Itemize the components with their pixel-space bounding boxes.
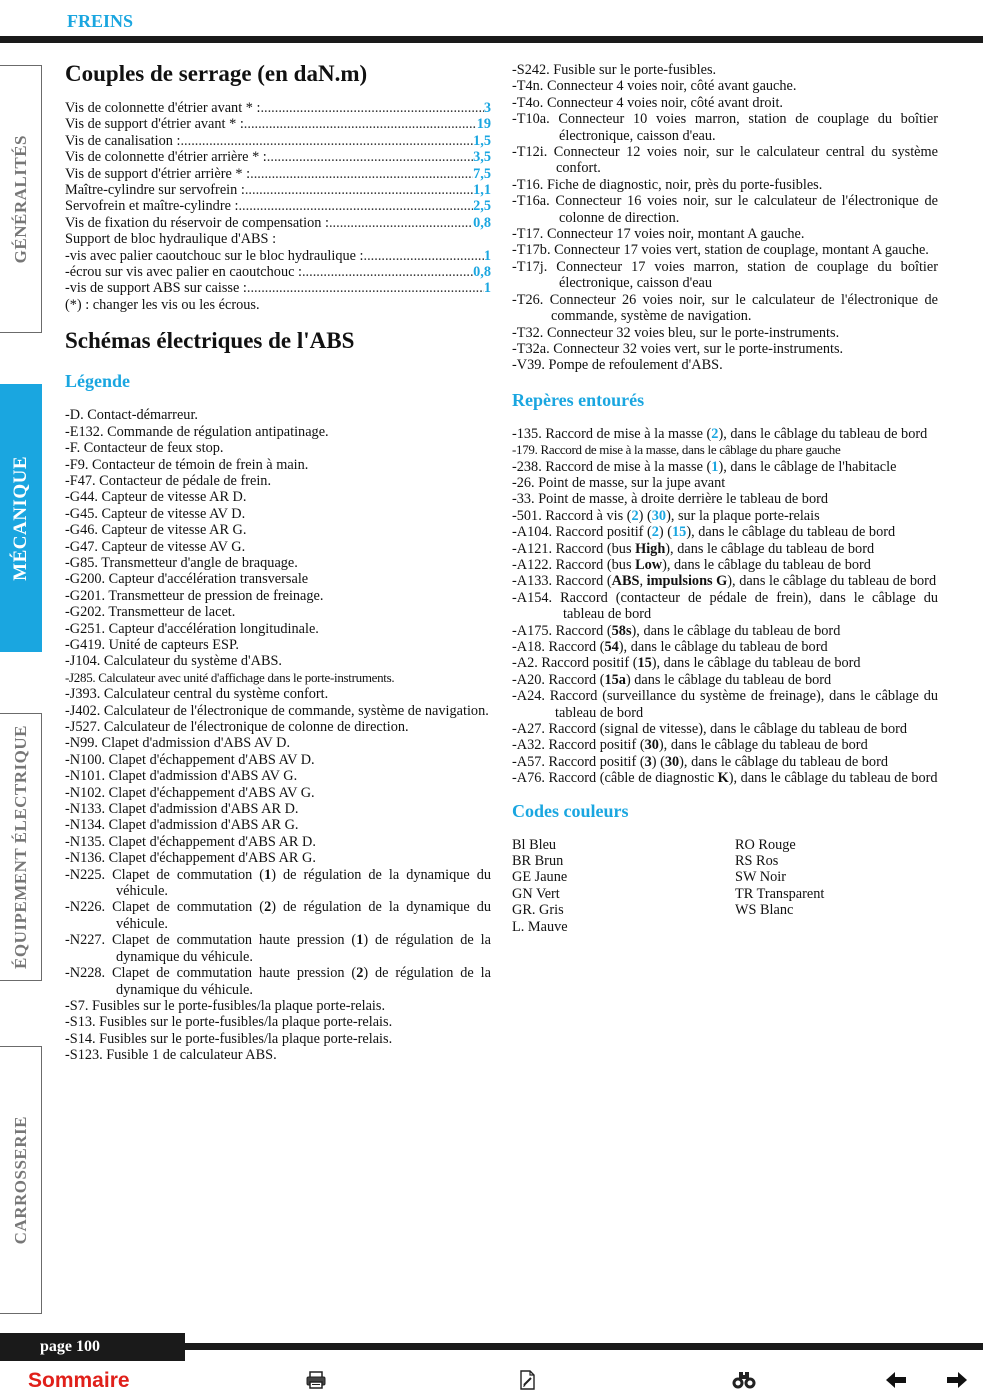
list-item: -A76. Raccord (câble de diagnostic K), dans le câblage du tableau de bord (512, 770, 938, 787)
torque-item: Vis de support d'étrier avant * : ..... 19 (65, 116, 491, 132)
torque-item: Vis de colonnette d'étrier arrière * : ..... 3,5 (65, 149, 491, 165)
list-item: GN Vert (512, 885, 560, 902)
list-item: Bl Bleu (512, 836, 557, 853)
list-item: L. Mauve (512, 918, 568, 935)
footer-toolbar (0, 1363, 983, 1399)
tab-generalites[interactable] (0, 65, 42, 333)
sommaire-link[interactable]: Sommaire (28, 1369, 130, 1392)
torque-title: Couples de serrage (en daN.m) (65, 61, 368, 86)
list-item: BR Brun (512, 853, 564, 870)
list-item: -G85. Transmetteur d'angle de braquage. (65, 554, 298, 571)
list-item: -G45. Capteur de vitesse AV D. (65, 505, 246, 522)
list-item: RO Rouge (735, 836, 796, 853)
right-column (512, 62, 938, 935)
section-header-title: FREINS (67, 11, 134, 31)
list-item: -F9. Contacteur de témoin de frein à main. (65, 456, 309, 473)
reperes-list (512, 426, 938, 787)
list-item: -T10a. Connecteur 10 voies marron, station de couplage du boîtier électronique, caisson d'eau. (512, 111, 938, 144)
torque-item: Vis de colonnette d'étrier avant * : ..... 3 (65, 100, 491, 116)
list-item: -J393. Calculateur central du système confort. (65, 686, 329, 703)
list-item: -T12i. Connecteur 12 voies noir, sur le calculateur central du système confort. (512, 144, 938, 177)
color-codes-left (512, 837, 735, 935)
list-item: -179. Raccord de mise à la masse, dans le câblage du phare gauche (512, 442, 841, 458)
top-rule (0, 36, 983, 43)
torque-item: Maître-cylindre sur servofrein : ..... 1,1 (65, 182, 491, 198)
abs-support-title: Support de bloc hydraulique d'ABS : (65, 231, 277, 248)
list-item: -A154. Raccord (contacteur de pédale de frein), dans le câblage du tableau de bord (512, 589, 938, 623)
list-item: -A57. Raccord positif (3) (30), dans le câblage du tableau de bord (512, 753, 888, 770)
torque-item: -vis de support ABS sur caisse : ..... 1 (65, 280, 491, 296)
list-item: -501. Raccord à vis (2) (30), sur la plaque porte-relais (512, 507, 820, 524)
list-item: -G200. Capteur d'accélération transversale (65, 571, 309, 588)
list-item: -N227. Clapet de commutation haute pression (1) de régulation de la dynamique du véhicule. (65, 932, 492, 965)
list-item: -A122. Raccord (bus Low), dans le câblage du tableau de bord (512, 556, 871, 573)
list-item: -A121. Raccord (bus High), dans le câblage du tableau de bord (512, 540, 875, 557)
list-item: WS Blanc (735, 902, 794, 919)
list-item: -F. Contacteur de feux stop. (65, 440, 224, 457)
list-item: -J402. Calculateur de l'électronique de commande, système de navigation. (65, 702, 489, 719)
list-item: -S7. Fusibles sur le porte-fusibles/la plaque porte-relais. (65, 997, 386, 1014)
list-item: -S123. Fusible 1 de calculateur ABS. (65, 1047, 277, 1064)
torque-note: (*) : changer les vis ou les écrous. (65, 296, 260, 313)
left-column (65, 58, 491, 1064)
tab-carrosserie[interactable] (0, 1046, 42, 1314)
list-item: -A104. Raccord positif (2) (15), dans le câblage du tableau de bord (512, 524, 896, 541)
list-item: -T17. Connecteur 17 voies noir, montant A gauche. (512, 226, 805, 243)
list-item: -J104. Calculateur du système d'ABS. (65, 653, 283, 670)
list-item: -G201. Transmetteur de pression de freinage. (65, 587, 324, 604)
list-item: -T17b. Connecteur 17 voies vert, station de couplage, montant A gauche. (512, 242, 929, 259)
list-item: -T16. Fiche de diagnostic, noir, près du porte-fusibles. (512, 176, 823, 193)
list-item: -E132. Commande de régulation antipatinage. (65, 423, 329, 440)
list-item: -S242. Fusible sur le porte-fusibles. (512, 62, 717, 78)
list-item: -A175. Raccord (58s), dans le câblage du tableau de bord (512, 622, 841, 639)
list-item: -D. Contact-démarreur. (65, 407, 198, 424)
torque-item: Servofrein et maître-cylindre : ..... 2,5 (65, 198, 491, 214)
list-item: -V39. Pompe de refoulement d'ABS. (512, 357, 723, 374)
legend-list-continued (512, 62, 938, 374)
torque-list (65, 100, 491, 313)
schemas-title: Schémas électriques de l'ABS (65, 328, 355, 354)
list-item: -N101. Clapet d'admission d'ABS AV G. (65, 768, 298, 785)
reperes-title: Repères entourés (512, 389, 645, 410)
list-item: -J285. Calculateur avec unité d'affichage dans le porte-instruments. (65, 669, 395, 685)
list-item: -33. Point de masse, à droite derrière le tableau de bord (512, 491, 829, 508)
color-codes-right (735, 837, 935, 935)
list-item: -G202. Transmetteur de lacet. (65, 604, 236, 621)
list-item: -T32. Connecteur 32 voies bleu, sur le porte-instruments. (512, 324, 840, 341)
legend-list (65, 407, 491, 1063)
list-item: -J527. Calculateur de l'électronique de colonne de direction. (65, 719, 409, 735)
legend-title: Légende (65, 371, 130, 392)
list-item: SW Noir (735, 869, 786, 886)
torque-item: -vis avec palier caoutchouc sur le bloc hydraulique : ..... 1 (65, 248, 491, 264)
list-item: TR Transparent (735, 885, 825, 902)
list-item: -135. Raccord de mise à la masse (2), dans le câblage du tableau de bord (512, 425, 928, 442)
list-item: -N134. Clapet d'admission d'ABS AR G. (65, 817, 299, 834)
tab-equipement-electrique[interactable] (0, 713, 42, 981)
list-item: -A24. Raccord (surveillance du système de freinage), dans le câblage du tableau de bord (512, 688, 938, 721)
list-item: -T4o. Connecteur 4 voies noir, côté avant droit. (512, 94, 783, 111)
document-edit-icon[interactable] (517, 1369, 539, 1391)
list-item: -A32. Raccord positif (30), dans le câblage du tableau de bord (512, 737, 868, 754)
list-item: -T17j. Connecteur 17 voies marron, station de couplage du boîtier électronique, caisson d'eau (512, 258, 938, 292)
list-item: GE Jaune (512, 869, 568, 886)
list-item: -26. Point de masse, sur la jupe avant (512, 474, 726, 491)
list-item: -G46. Capteur de vitesse AR G. (65, 522, 247, 539)
list-item: -A2. Raccord positif (15), dans le câblage du tableau de bord (512, 655, 861, 672)
tab-mecanique-label: MÉCANIQUE (9, 455, 31, 581)
list-item: -T32a. Connecteur 32 voies vert, sur le porte-instruments. (512, 340, 844, 357)
tab-mecanique[interactable] (0, 384, 42, 652)
list-item: -S14. Fusibles sur le porte-fusibles/la plaque porte-relais. (65, 1030, 393, 1047)
list-item: -G419. Unité de capteurs ESP. (65, 636, 239, 653)
list-item: -A133. Raccord (ABS, impulsions G), dans le câblage du tableau de bord (512, 573, 937, 590)
list-item: -A27. Raccord (signal de vitesse), dans le câblage du tableau de bord (512, 721, 908, 738)
list-item: -N102. Clapet d'échappement d'ABS AV G. (65, 784, 315, 801)
color-codes (512, 837, 938, 935)
list-item: -N225. Clapet de commutation (1) de régulation de la dynamique du véhicule. (65, 866, 491, 900)
codes-title: Codes couleurs (512, 800, 629, 821)
list-item: -G47. Capteur de vitesse AV G. (65, 538, 246, 555)
list-item: -N133. Clapet d'admission d'ABS AR D. (65, 801, 299, 818)
tab-equipement-electrique-label: ÉQUIPEMENT ÉLECTRIQUE (10, 725, 30, 969)
list-item: -T26. Connecteur 26 voies noir, sur le calculateur de l'électronique de commande, système de navigation. (512, 291, 938, 325)
list-item: -G44. Capteur de vitesse AR D. (65, 489, 247, 506)
torque-item: Vis de canalisation : ..... 1,5 (65, 133, 491, 149)
list-item: -S13. Fusibles sur le porte-fusibles/la plaque porte-relais. (65, 1014, 393, 1031)
list-item: -N228. Clapet de commutation haute pression (2) de régulation de la dynamique du véhicule. (65, 965, 492, 998)
list-item: -A18. Raccord (54), dans le câblage du tableau de bord (512, 639, 828, 655)
list-item: -N100. Clapet d'échappement d'ABS AV D. (65, 751, 315, 768)
list-item: -N226. Clapet de commutation (2) de régulation de la dynamique du véhicule. (65, 899, 491, 932)
list-item: GR. Gris (512, 902, 564, 919)
arrow-right-icon[interactable] (946, 1369, 968, 1391)
page-number: page 100 (0, 1333, 185, 1361)
list-item: -238. Raccord de mise à la masse (1), dans le câblage de l'habitacle (512, 458, 897, 475)
printer-icon[interactable] (305, 1369, 327, 1391)
torque-item: Vis de fixation du réservoir de compensation : ..... 0,8 (65, 215, 491, 231)
list-item: -N136. Clapet d'échappement d'ABS AR G. (65, 850, 316, 867)
list-item: -N99. Clapet d'admission d'ABS AV D. (65, 735, 291, 752)
tab-carrosserie-label: CARROSSERIE (10, 1115, 30, 1245)
torque-item: -écrou sur vis avec palier en caoutchouc : ..... 0,8 (65, 264, 491, 280)
list-item: -T16a. Connecteur 16 voies noir, sur le calculateur de l'électronique de colonne de direction. (512, 193, 938, 226)
list-item: -A20. Raccord (15a) dans le câblage du tableau de bord (512, 671, 832, 688)
list-item: -G251. Capteur d'accélération longitudinale. (65, 620, 319, 637)
tab-generalites-label: GÉNÉRALITÉS (10, 134, 30, 264)
torque-item: Vis de support d'étrier arrière * : ..... 7,5 (65, 166, 491, 182)
list-item: -T4n. Connecteur 4 voies noir, côté avant gauche. (512, 78, 797, 95)
list-item: RS Ros (735, 853, 779, 870)
list-item: -F47. Contacteur de pédale de frein. (65, 472, 272, 489)
binoculars-icon[interactable] (731, 1369, 757, 1391)
arrow-left-icon[interactable] (885, 1369, 907, 1391)
list-item: -N135. Clapet d'échappement d'ABS AR D. (65, 833, 316, 850)
